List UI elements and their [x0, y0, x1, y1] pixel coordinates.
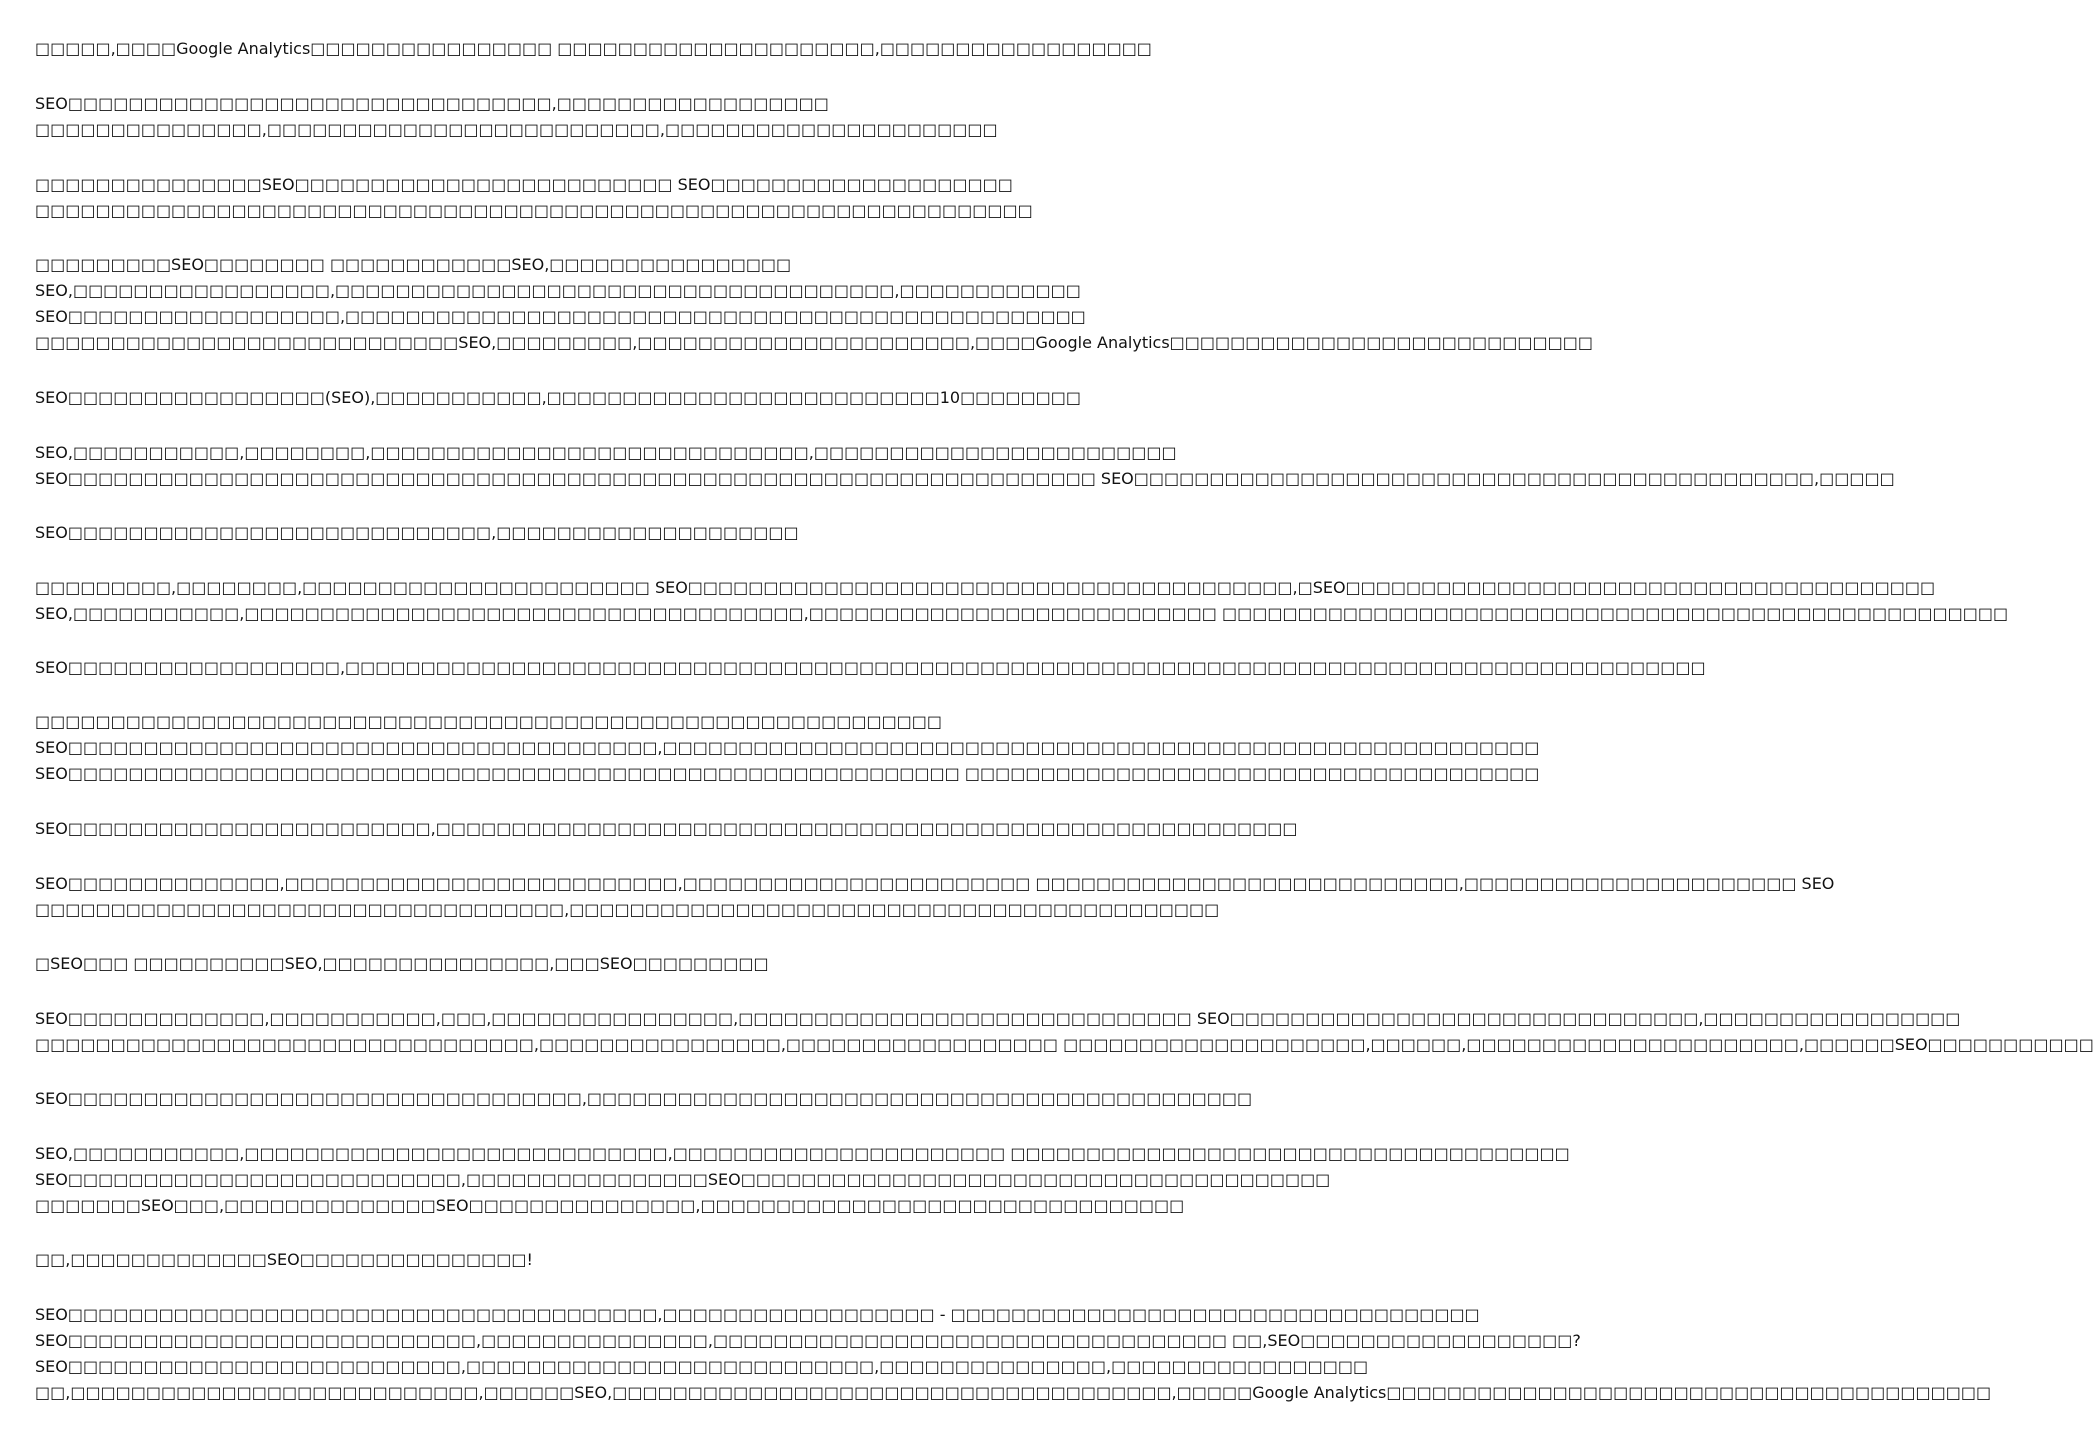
text-line: SEO,□□□□□□□□□□□□□□□□□,□□□□□□□□□□□□□□□□□□□□□□□□□□□□□□□□□□□□□,□□□□□□□□□□□□: [35, 281, 1081, 300]
paragraph: [35, 440, 1895, 492]
text-line: SEO□□□□□□□□□□□□□□□□□□□□□□□□□□□□□□□□□□□□□□□□□□□□□□□□□□□□□□□□□□□ □□□□□□□□□□□□□□□□□□□□□□□□□□□□□□□□□□□□□□: [35, 764, 1540, 783]
paragraph: [35, 575, 2008, 627]
text-line: SEO□□□□□□□□□□□□□□□□□(SEO),□□□□□□□□□□□,□□□□□□□□□□□□□□□□□□□□□□□□□□10□□□□□□□□: [35, 388, 1081, 407]
text-line: SEO□□□□□□□□□□□□□□□□□□□□□□□□□□□□□□□□□□,□□□□□□□□□□□□□□□□□□□□□□□□□□□□□□□□□□□□□□□□□□□□: [35, 1089, 1253, 1108]
text-line: □□□□□,□□□□Google Analytics□□□□□□□□□□□□□□□□ □□□□□□□□□□□□□□□□□□□□□,□□□□□□□□□□□□□□□□□□: [35, 39, 1152, 58]
text-line: □□□□□□□□□□□□□□□□□□□□□□□□□□□□□□□□□□□□□□□□□□□□□□□□□□□□□□□□□□□□□□□□□□: [35, 201, 1033, 220]
text-line: □□,□□□□□□□□□□□□□SEO□□□□□□□□□□□□□□□!: [35, 1250, 533, 1269]
paragraph: [35, 1086, 1252, 1112]
paragraph: [35, 1006, 2094, 1058]
text-line: SEO□□□□□□□□□□□□□□□□□□□□□□□□□□,□□□□□□□□□□□□□□□□□□□□□□□□□□□,□□□□□□□□□□□□□□□,□□□□□□□□□□□□□□□□□: [35, 1357, 1369, 1376]
text-line: SEO,□□□□□□□□□□□,□□□□□□□□□□□□□□□□□□□□□□□□□□□□,□□□□□□□□□□□□□□□□□□□□□□ □□□□□□□□□□□□□□□□□□□□□□□□□□□□□□□□□□□□□: [35, 1144, 1570, 1163]
text-line: SEO□□□□□□□□□□□□□□□□□□,□□□□□□□□□□□□□□□□□□□□□□□□□□□□□□□□□□□□□□□□□□□□□□□□□: [35, 307, 1086, 326]
text-line: □SEO□□□ □□□□□□□□□□SEO,□□□□□□□□□□□□□□□,□□□SEO□□□□□□□□□: [35, 954, 769, 973]
paragraph: [35, 709, 1539, 787]
text-line: SEO□□□□□□□□□□□□□□□□□□□□□□□□,□□□□□□□□□□□□□□□□□□□□□□□□□□□□□□□□□□□□□□□□□□□□□□□□□□□□□□□□□: [35, 819, 1298, 838]
text-line: □□□□□□□□□□□□□□□□□□□□□□□□□□□□□□□□□,□□□□□□□□□□□□□□□□,□□□□□□□□□□□□□□□□□□ □□□□□□□□□□□□□□□□□□□□,□□□□□□,□□□□□□□□□□□□□□□□□□□□□□,□□□□□□SEO□□□□□□□□□□□: [35, 1035, 2094, 1054]
text-line: □□□□□□□□□□□□□□□□□□□□□□□□□□□□□□□□□□□□□□□□□□□□□□□□□□□□□□□□□□□□: [35, 712, 943, 731]
paragraph: [35, 816, 1297, 842]
text-line: SEO□□□□□□□□□□□□□□□□□□□□□□□□□□□□□□□□□□□□□□□,□□□□□□□□□□□□□□□□□□ - □□□□□□□□□□□□□□□□□□□□□□□□□□□□□□□□□□□: [35, 1305, 1480, 1324]
paragraph: [35, 252, 1593, 356]
text-line: □□□□□□□□□□□□□□□,□□□□□□□□□□□□□□□□□□□□□□□□□□,□□□□□□□□□□□□□□□□□□□□□□: [35, 120, 998, 139]
paragraph: [35, 1141, 1570, 1219]
paragraph: [35, 1302, 1991, 1406]
paragraph: [35, 1247, 533, 1273]
text-line: SEO□□□□□□□□□□□□□□□□□□□□□□□□□□□□□□□□,□□□□□□□□□□□□□□□□□□: [35, 94, 829, 113]
paragraph: [35, 520, 799, 546]
text-line: □□,□□□□□□□□□□□□□□□□□□□□□□□□□□□,□□□□□□SEO,□□□□□□□□□□□□□□□□□□□□□□□□□□□□□□□□□□□□□,□□□□□Google Analytics□□□□□□□□□□□□□□□□□□□□□□□□□□□□□□□□□□□□□□□□: [35, 1383, 1992, 1402]
text-line: SEO□□□□□□□□□□□□□□□□□□□□□□□□□□□,□□□□□□□□□□□□□□□,□□□□□□□□□□□□□□□□□□□□□□□□□□□□□□□□□□ □□,SEO□□□□□□□□□□□□□□□□□□?: [35, 1331, 1581, 1350]
text-line: □□□□□□□SEO□□□,□□□□□□□□□□□□□□SEO□□□□□□□□□□□□□□□,□□□□□□□□□□□□□□□□□□□□□□□□□□□□□□□□: [35, 1196, 1185, 1215]
text-line: SEO□□□□□□□□□□□□□,□□□□□□□□□□□,□□□,□□□□□□□□□□□□□□□□,□□□□□□□□□□□□□□□□□□□□□□□□□□□□□□ SEO□□□□□□□□□□□□□□□□□□□□□□□□□□□□□□□,□□□□□□□□□□□□□□□□□: [35, 1009, 1961, 1028]
text-line: □□□□□□□□□□□□□□□SEO□□□□□□□□□□□□□□□□□□□□□□□□□ SEO□□□□□□□□□□□□□□□□□□□□: [35, 175, 1013, 194]
text-line: SEO□□□□□□□□□□□□□□□□□□□□□□□□□□,□□□□□□□□□□□□□□□□SEO□□□□□□□□□□□□□□□□□□□□□□□□□□□□□□□□□□□□□□□: [35, 1170, 1331, 1189]
text-line: SEO,□□□□□□□□□□□,□□□□□□□□□□□□□□□□□□□□□□□□□□□□□□□□□□□□□,□□□□□□□□□□□□□□□□□□□□□□□□□□□ □□□□□□□□□□□□□□□□□□□□□□□□□□□□□□□□□□□□□□□□□□□□□□□□□□□□: [35, 604, 2009, 623]
paragraph: [35, 91, 998, 143]
text-line: SEO□□□□□□□□□□□□□□□□□□,□□□□□□□□□□□□□□□□□□□□□□□□□□□□□□□□□□□□□□□□□□□□□□□□□□□□□□□□□□□□□□□□□□□□□□□□□□□□□□□□□□□□□□□□□□: [35, 658, 1706, 677]
paragraph: [35, 951, 769, 977]
text-line: SEO□□□□□□□□□□□□□□□□□□□□□□□□□□□□□□□□□□□□□□□□□□□□□□□□□□□□□□□□□□□□□□□□□□□□ SEO□□□□□□□□□□□□□□□□□□□□□□□□□□□□□□□□□□□□□□□□□□□□□,□□□□□: [35, 469, 1895, 488]
text-line: □□□□□□□□□SEO□□□□□□□□ □□□□□□□□□□□□SEO,□□□□□□□□□□□□□□□□: [35, 255, 792, 274]
text-line: SEO,□□□□□□□□□□□,□□□□□□□□,□□□□□□□□□□□□□□□□□□□□□□□□□□□□□,□□□□□□□□□□□□□□□□□□□□□□□□: [35, 443, 1177, 462]
text-line: □□□□□□□□□□□□□□□□□□□□□□□□□□□□□□□□□□□,□□□□□□□□□□□□□□□□□□□□□□□□□□□□□□□□□□□□□□□□□□□: [35, 900, 1220, 919]
paragraph: [35, 172, 1033, 224]
paragraph: [35, 36, 1152, 62]
text-line: SEO□□□□□□□□□□□□□□□□□□□□□□□□□□□□,□□□□□□□□□□□□□□□□□□□□: [35, 523, 799, 542]
text-line: □□□□□□□□□□□□□□□□□□□□□□□□□□□□SEO,□□□□□□□□□,□□□□□□□□□□□□□□□□□□□□□□,□□□□Google Analytics□□□□□□□□□□□□□□□□□□□□□□□□□□□□: [35, 333, 1593, 352]
text-line: SEO□□□□□□□□□□□□□□,□□□□□□□□□□□□□□□□□□□□□□□□□□,□□□□□□□□□□□□□□□□□□□□□□□ □□□□□□□□□□□□□□□□□□□□□□□□□□□□,□□□□□□□□□□□□□□□□□□□□□□ SEO: [35, 874, 1835, 893]
paragraph: [35, 655, 1706, 681]
text-line: SEO□□□□□□□□□□□□□□□□□□□□□□□□□□□□□□□□□□□□□□□,□□□□□□□□□□□□□□□□□□□□□□□□□□□□□□□□□□□□□□□□□□□□□□□□□□□□□□□□□□: [35, 738, 1540, 757]
paragraph: [35, 871, 1834, 923]
text-line: □□□□□□□□□,□□□□□□□□,□□□□□□□□□□□□□□□□□□□□□□□ SEO□□□□□□□□□□□□□□□□□□□□□□□□□□□□□□□□□□□□□□□□,□SEO□□□□□□□□□□□□□□□□□□□□□□□□□□□□□□□□□□□□□□□: [35, 578, 1936, 597]
paragraph: [35, 385, 1081, 411]
